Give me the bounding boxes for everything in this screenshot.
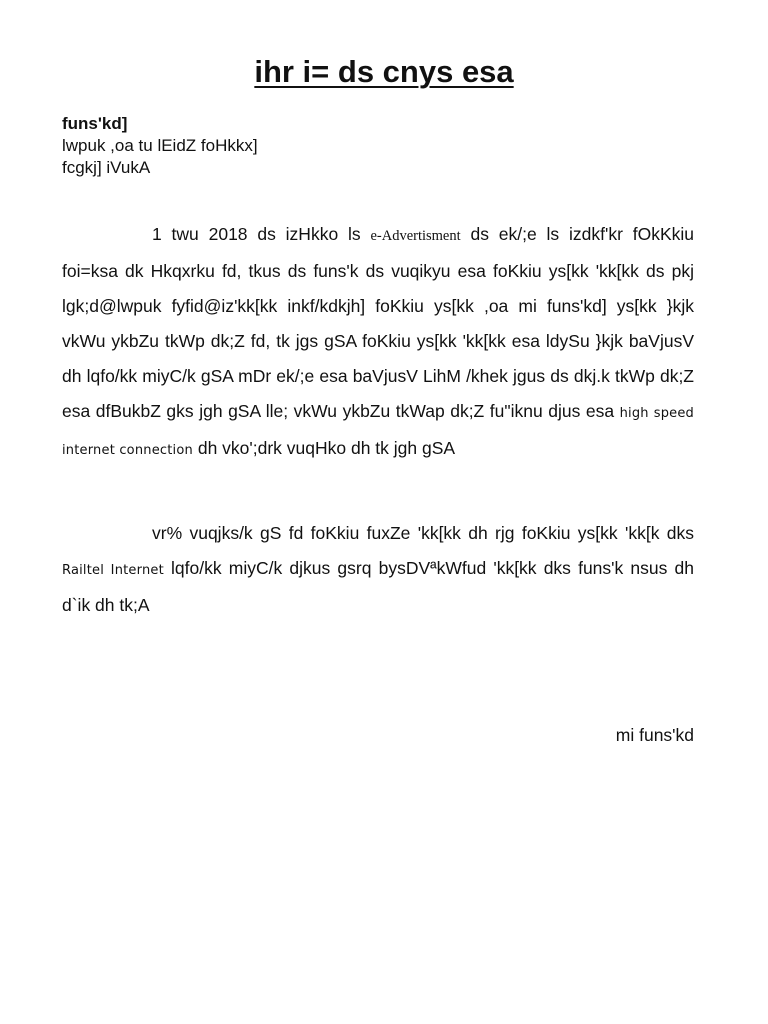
letter-title-text: ihr i= ds cnys esa	[254, 54, 514, 89]
letter-title	[0, 52, 768, 92]
signature-line: mi funs'kd	[615, 725, 694, 745]
body-paragraph-1	[62, 217, 694, 468]
address-line-2: fcgkj] iVukA	[62, 158, 151, 177]
paragraph-2-text-a: vr% vuqjks/k gS fd foKkiu fuxZe 'kk[kk dh rjg foKkiu ys[kk 'kk[k dks	[152, 523, 694, 543]
address-block	[62, 113, 258, 179]
paragraph-2-text-b: lqfo/kk miyC/k djkus gsrq bysDVªkWfud 'kk[kk dks funs'k nsus dh d`ik dh tk;A	[62, 558, 694, 615]
paragraph-1-english-phrase: high speed internet connection	[62, 406, 694, 458]
address-line-1: lwpuk ,oa tu lEidZ foHkkx]	[62, 136, 258, 155]
paragraph-1-english-term: e-Advertisment	[370, 228, 461, 244]
paragraph-1-text-c: dh vko';drk vuqHko dh tk jgh gSA	[192, 438, 456, 458]
paragraph-2-english-term: Railtel Internet	[62, 563, 164, 578]
paragraph-1-text-b: ds ek/;e ls izdkf'kr fOkKkiu foi=ksa dk Hkqxrku fd, tkus ds funs'k ds vuqikyu esa foKkiu ys[kk 'kk[kk ds pkj lgk;d@lwpuk fyfid@iz'kk[kk inkf/kdkjh] foKkiu ys[kk ,oa mi funs'kd] ys[kk }kjk vkWu ykbZu tkWp dk;Z fd, tk jgs gSA foKkiu ys[kk 'kk[kk esa ldySu }kjk baVjusV dh lqfo/kk miyC/k gSA mDr ek/;e esa baVjusV LihM /khek jgus ds dkj.k tkWp dk;Z esa dfBukbZ gks jgh gSA lle; vkWu ykbZu tkWap dk;Z fu"iknu djus esa	[62, 224, 694, 421]
recipient-line: funs'kd]	[62, 114, 128, 133]
body-paragraph-2	[62, 516, 694, 623]
paragraph-1-text-a: 1 twu 2018 ds izHkko ls	[152, 224, 371, 244]
